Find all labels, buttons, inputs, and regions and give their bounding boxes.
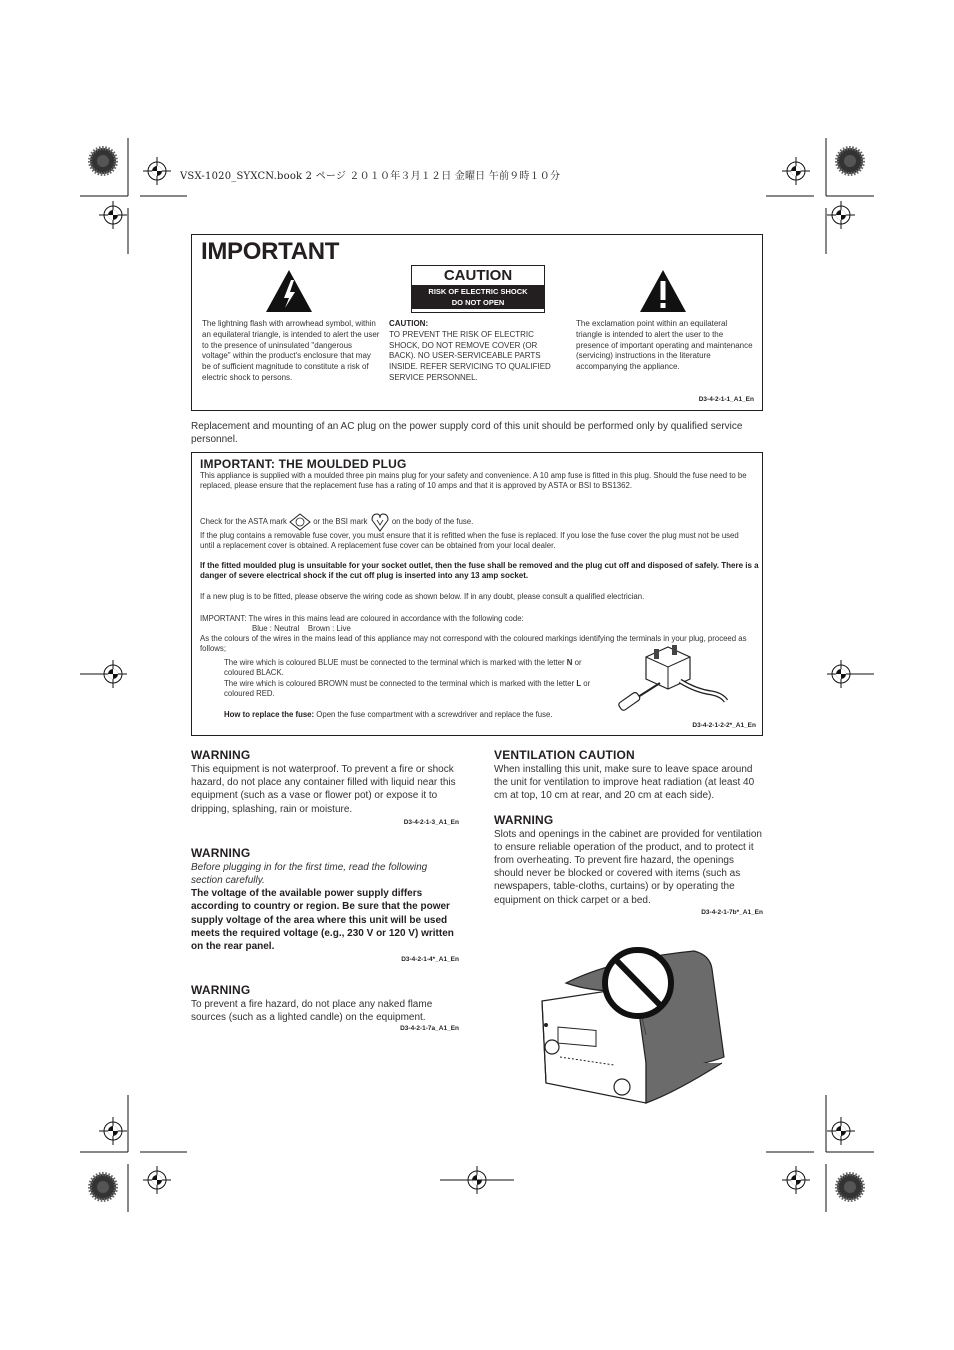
asta-check-text: Check for the ASTA mark bbox=[200, 517, 287, 527]
blue-wire-letter: N bbox=[566, 658, 573, 667]
lightning-explanation: The lightning flash with arrowhead symbol, within an equilateral triangle, is intended to alert the user to the presence of uninsulated "dangerous voltage" within the product's enclosure that may be of sufficient magnitude to constitute a risk of electric shock to persons. bbox=[202, 319, 380, 382]
plug-paragraph-5: If a new plug is to be fitted, please observe the wiring code as shown below. If in any doubt, please consult a qualified electrician. bbox=[200, 592, 645, 601]
warning-3-text: To prevent a fire hazard, do not place any naked flame sources (such as a lighted candle) on the equipment. bbox=[191, 999, 433, 1024]
warning-1-title: WARNING bbox=[191, 748, 251, 762]
caution-explanation-heading: CAUTION: bbox=[389, 319, 429, 328]
exclamation-explanation: The exclamation point within an equilateral triangle is intended to alert the user to the presence of important operating and maintenance (servicing) instructions in the literature accompanying the appliance. bbox=[576, 319, 753, 372]
caution-explanation bbox=[389, 319, 561, 384]
brown-wire-instruction bbox=[224, 679, 608, 699]
ventilation-caution-text: When installing this unit, make sure to leave space around the unit for ventilation to improve heat radiation (at least 40 cm at top, 10 cm at rear, and 20 cm at each side). bbox=[494, 764, 755, 802]
warning-slots-title: WARNING bbox=[494, 812, 554, 827]
caution-strip-line2: DO NOT OPEN bbox=[451, 298, 505, 307]
warning-1-code: D3-4-2-1-3_A1_En bbox=[403, 818, 459, 826]
fuse-replace-instruction bbox=[224, 710, 552, 720]
fuse-replace-heading: How to replace the fuse: bbox=[224, 710, 315, 719]
plug-screwdriver-illustration bbox=[616, 643, 728, 719]
caution-explanation-text: TO PREVENT THE RISK OF ELECTRIC SHOCK, DO NOT REMOVE COVER (OR BACK). NO USER-SERVICEABLE PARTS INSIDE. REFER SERVICING TO QUALIFIED SERVICE PERSONNEL. bbox=[389, 329, 551, 382]
warning-3-title: WARNING bbox=[191, 983, 251, 998]
bsi-check-text: or the BSI mark bbox=[313, 517, 368, 527]
moulded-plug-box bbox=[191, 452, 763, 736]
warning-3-code: D3-4-2-1-7a_A1_En bbox=[400, 1024, 459, 1032]
fuse-body-text: on the body of the fuse. bbox=[391, 517, 474, 527]
lightning-warning-icon bbox=[264, 268, 314, 314]
blue-wire-text-b: or coloured BLACK. bbox=[224, 658, 582, 677]
caution-label-strip bbox=[412, 285, 544, 309]
ventilation-caution-title: VENTILATION CAUTION bbox=[494, 748, 635, 762]
plug-paragraph-1: This appliance is supplied with a moulded three pin mains plug for your safety and convenience. A 10 amp fuse is fitted in this plug. Should the fuse need to be replaced, please ensure that the replacement fuse has a rating of 10 amps and that it is approved by ASTA or BSI to BS1362. bbox=[200, 471, 747, 490]
caution-strip-line1: RISK OF ELECTRIC SHOCK bbox=[428, 287, 528, 296]
brown-wire-text-b: or coloured RED. bbox=[224, 679, 591, 698]
caution-label-title: CAUTION bbox=[443, 267, 513, 284]
exclamation-warning-icon bbox=[638, 268, 688, 314]
book-file-header: VSX-1020_SYXCN.book 2 ページ ２０１０年３月１２日 金曜日 午前９時１０分 bbox=[180, 171, 561, 182]
covered-receiver-illustration bbox=[534, 945, 734, 1110]
asta-bsi-check bbox=[200, 512, 754, 532]
warning-slots-text: Slots and openings in the cabinet are provided for ventilation to ensure reliable operation of the product, and to protect it from overheating. To prevent fire hazard, the openings should never be blocked or covered with items (such as newspapers, table-cloths, curtains) or by operating the equipment on thick carpet or a bed. bbox=[494, 828, 762, 906]
brown-wire-text-a: The wire which is coloured BROWN must be connected to the terminal which is marked with the letter bbox=[224, 679, 577, 688]
asta-mark-icon bbox=[289, 513, 311, 531]
plug-paragraph-7-text: As the colours of the wires in the mains lead of this appliance may not correspond with the coloured markings identifying the terminals in your plug, proceed as follows; bbox=[200, 634, 747, 653]
bsi-kitemark-icon bbox=[370, 512, 390, 532]
fuse-replace-text: Open the fuse compartment with a screwdriver and replace the fuse. bbox=[314, 710, 553, 719]
plug-doc-code: D3-4-2-1-2-2*_A1_En bbox=[692, 722, 756, 729]
plug-paragraph-6: IMPORTANT: The wires in this mains lead are coloured in accordance with the following code: bbox=[200, 614, 524, 623]
warning-1-text: This equipment is not waterproof. To prevent a fire or shock hazard, do not place any container filled with liquid near this equipment (such as a vase or flower pot) or expose it to dripping, splashing, rain or moisture. bbox=[191, 764, 456, 815]
important-box bbox=[191, 234, 763, 411]
brown-wire-letter: L bbox=[576, 679, 582, 688]
blue-wire-instruction bbox=[224, 658, 608, 678]
plug-paragraph-3: If the plug contains a removable fuse cover, you must ensure that it is refitted when the fuse is replaced. If you lose the fuse cover the plug must not be used until a replacement cover is obtained. A replacement fuse cover can be obtained from your local dealer. bbox=[200, 531, 739, 550]
warning-2-intro: Before plugging in for the first time, read the following section carefully. bbox=[191, 861, 428, 887]
left-column bbox=[191, 748, 459, 1032]
right-column bbox=[494, 748, 763, 916]
doc-code: D3-4-2-1-1_A1_En bbox=[698, 396, 754, 403]
moulded-plug-title: IMPORTANT: THE MOULDED PLUG bbox=[200, 457, 407, 471]
blue-wire-text-a: The wire which is coloured BLUE must be connected to the terminal which is marked with the letter bbox=[224, 658, 567, 667]
warning-2-title: WARNING bbox=[191, 845, 251, 860]
warning-2-code: D3-4-2-1-4*_A1_En bbox=[401, 956, 459, 964]
wire-colour-code: Blue : Neutral Brown : Live bbox=[252, 624, 351, 633]
important-title: IMPORTANT bbox=[201, 238, 340, 265]
replacement-note: Replacement and mounting of an AC plug on the power supply cord of this unit should be performed only by qualified service personnel. bbox=[191, 421, 743, 445]
warning-2-bold: The voltage of the available power supply differs according to country or region. Be sure that the power supply voltage of the area where this unit will be used meets the required voltage (e.g., 230 V or 120 V) written on the rear panel. bbox=[191, 888, 454, 953]
plug-paragraph-4-bold: If the fitted moulded plug is unsuitable for your socket outlet, then the fuse shall be removed and the plug cut off and disposed of safely. There is a danger of severe electrical shock if the cut off plug is inserted into any 13 amp socket. bbox=[200, 561, 759, 580]
warning-slots-code: D3-4-2-1-7b*_A1_En bbox=[701, 908, 763, 916]
caution-label bbox=[411, 265, 545, 313]
